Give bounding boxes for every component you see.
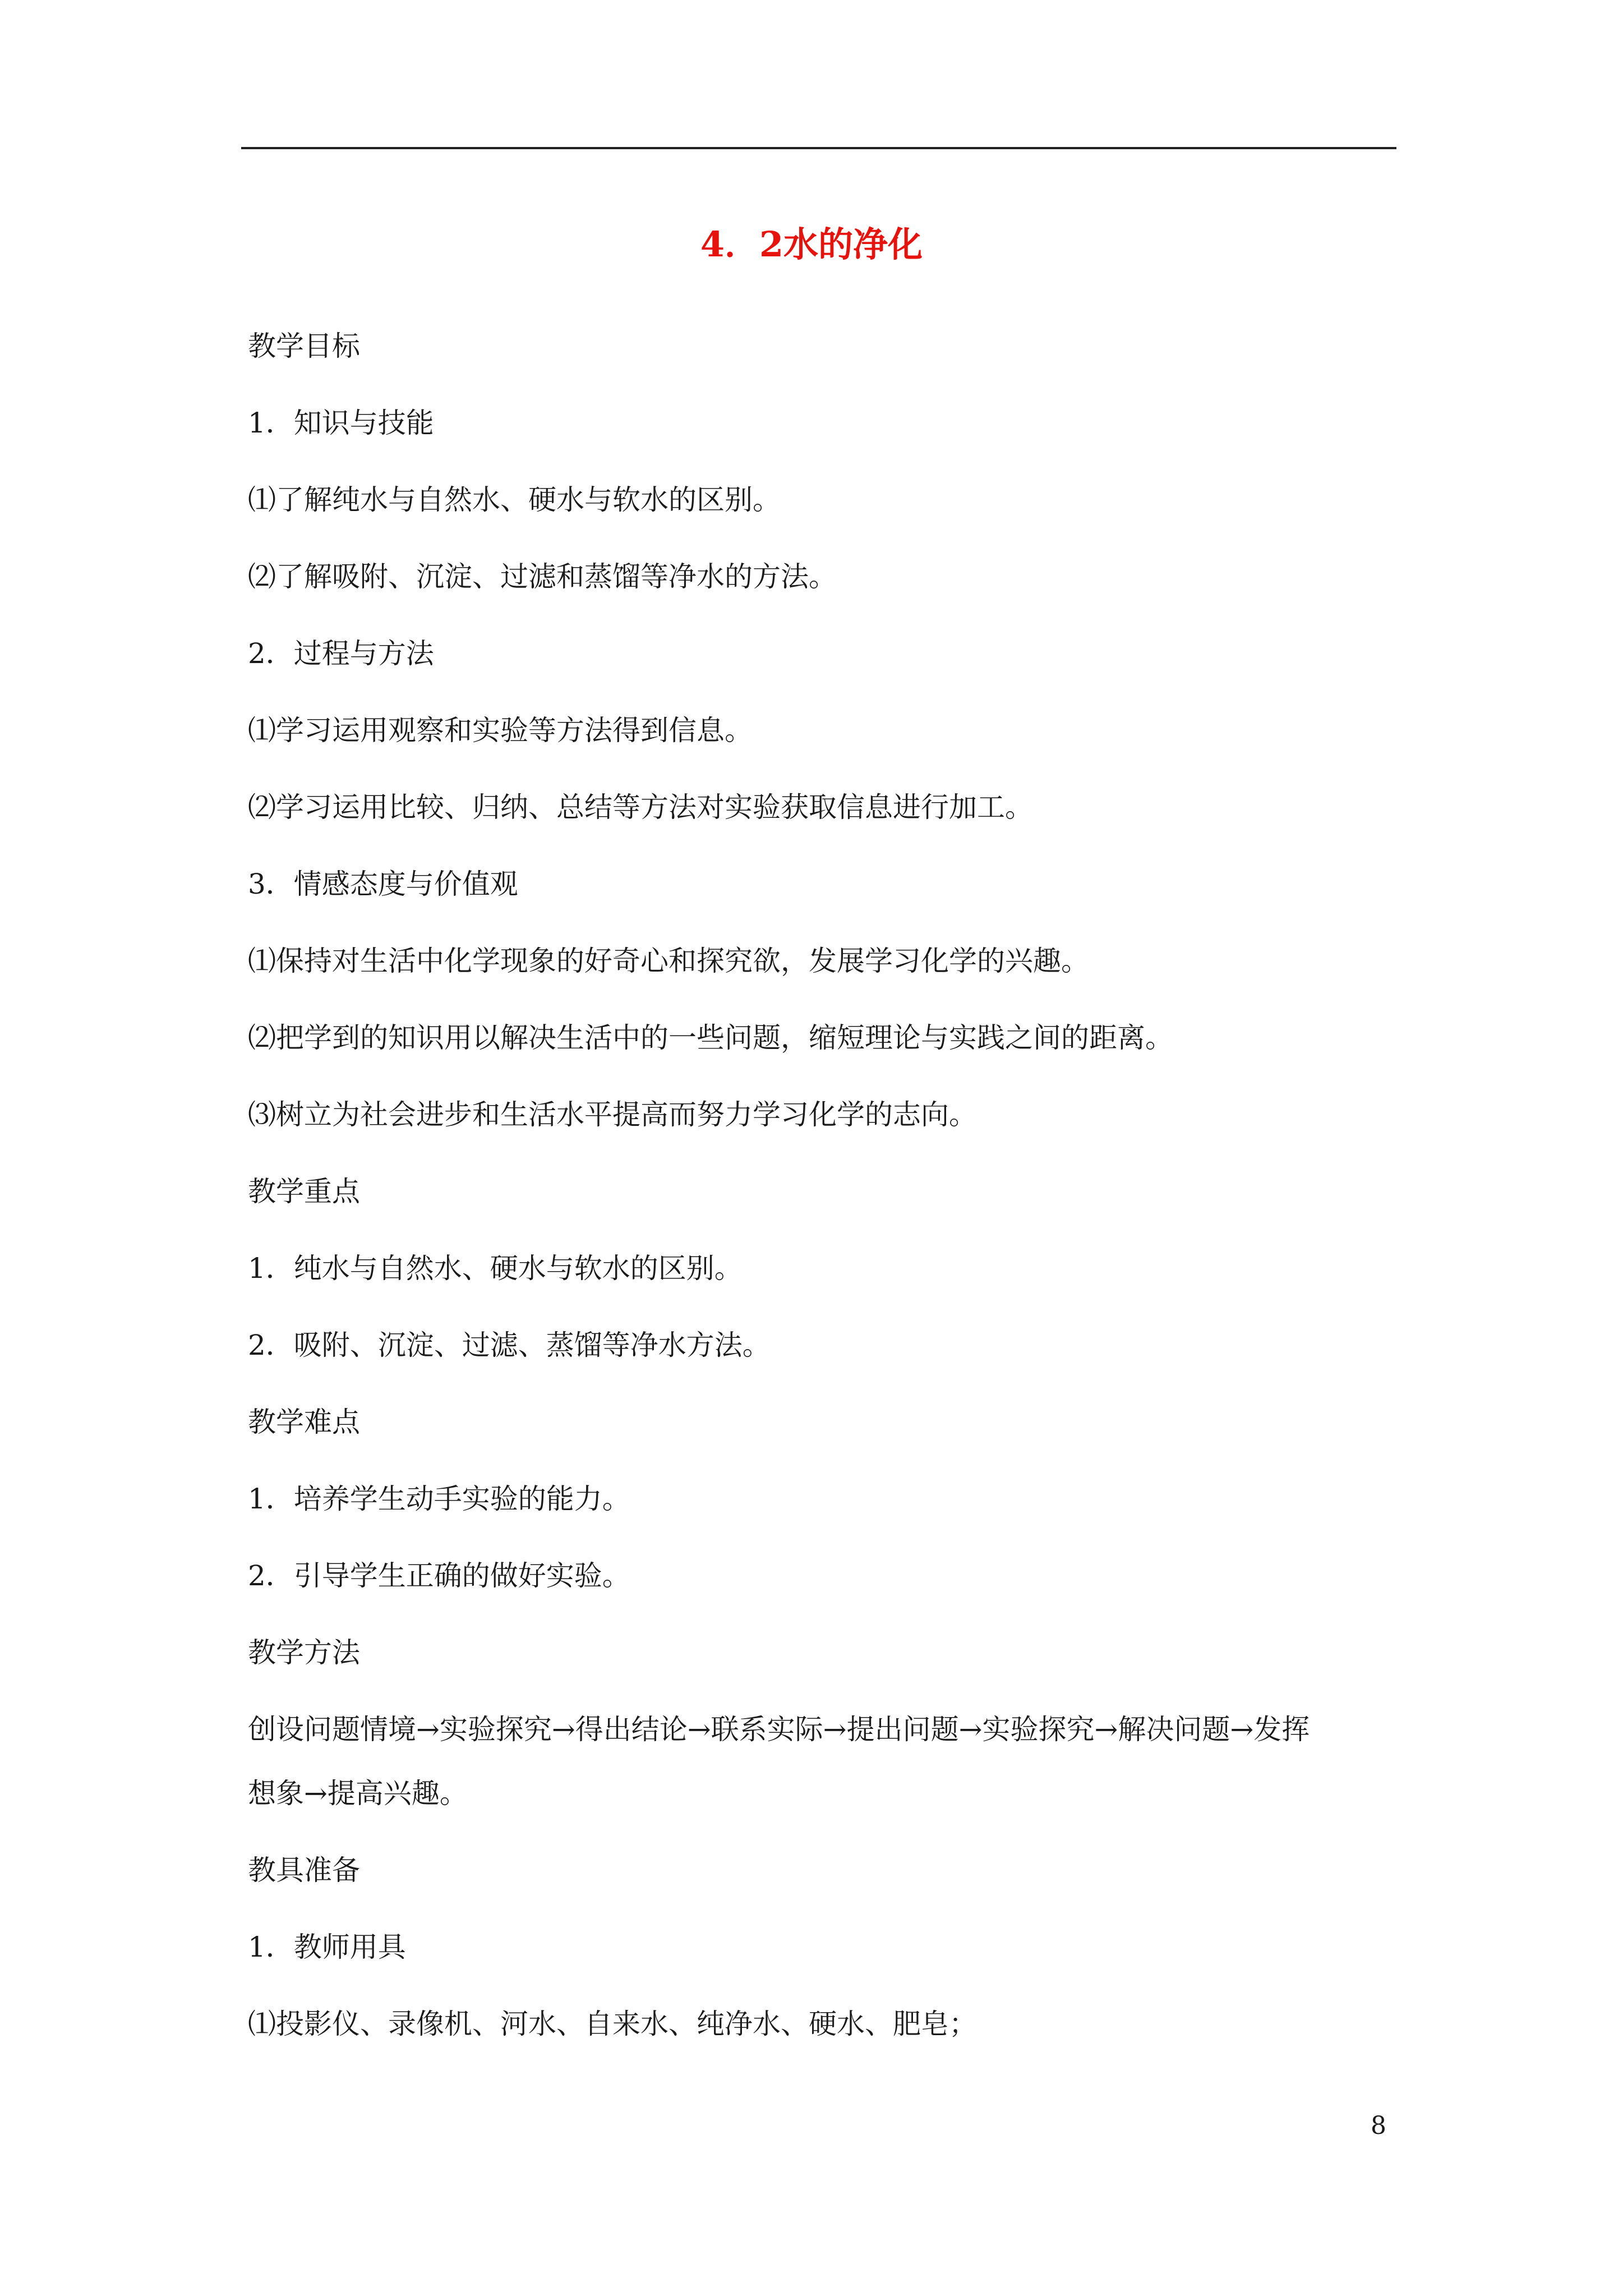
heading-teaching-methods: 教学方法 <box>248 1636 360 1669</box>
objective-item: ⑶树立为社会进步和生活水平提高而努力学习化学的志向。 <box>248 1098 977 1131</box>
objective-item: ⑴学习运用观察和实验等方法得到信息。 <box>248 714 753 747</box>
objective-item: ⑵把学到的知识用以解决生活中的一些问题，缩短理论与实践之间的距离。 <box>248 1022 1173 1054</box>
teacher-tools-item: ⑴投影仪、录像机、河水、自来水、纯净水、硬水、肥皂； <box>248 2008 977 2040</box>
header-rule <box>241 147 1396 149</box>
key-point-item: 1．纯水与自然水、硬水与软水的区别。 <box>248 1252 743 1285</box>
key-point-item: 2．吸附、沉淀、过滤、蒸馏等净水方法。 <box>248 1329 771 1361</box>
heading-teaching-aids: 教具准备 <box>248 1854 360 1887</box>
subheading-knowledge-skills: 1．知识与技能 <box>248 407 434 439</box>
heading-difficulties: 教学难点 <box>248 1406 360 1438</box>
objective-item: ⑵了解吸附、沉淀、过滤和蒸馏等净水的方法。 <box>248 560 837 593</box>
objective-item: ⑴了解纯水与自然水、硬水与软水的区别。 <box>248 484 781 516</box>
objective-item: ⑴保持对生活中化学现象的好奇心和探究欲，发展学习化学的兴趣。 <box>248 945 1089 977</box>
methods-paragraph-line: 想象→提高兴趣。 <box>248 1777 468 1810</box>
heading-key-points: 教学重点 <box>248 1175 360 1208</box>
subheading-process-methods: 2．过程与方法 <box>248 637 434 670</box>
heading-teaching-objectives: 教学目标 <box>248 330 360 362</box>
objective-item: ⑵学习运用比较、归纳、总结等方法对实验获取信息进行加工。 <box>248 791 1033 823</box>
difficulty-item: 2．引导学生正确的做好实验。 <box>248 1559 630 1592</box>
document-title: 4．2水的净化 <box>700 224 923 265</box>
methods-paragraph-line: 创设问题情境→实验探究→得出结论→联系实际→提出问题→实验探究→解决问题→发挥 <box>248 1713 1310 1746</box>
subheading-teacher-tools: 1．教师用具 <box>248 1931 406 1963</box>
subheading-emotion-values: 3．情感态度与价值观 <box>248 868 518 900</box>
page-number: 8 <box>1371 2111 1386 2140</box>
difficulty-item: 1．培养学生动手实验的能力。 <box>248 1483 630 1515</box>
